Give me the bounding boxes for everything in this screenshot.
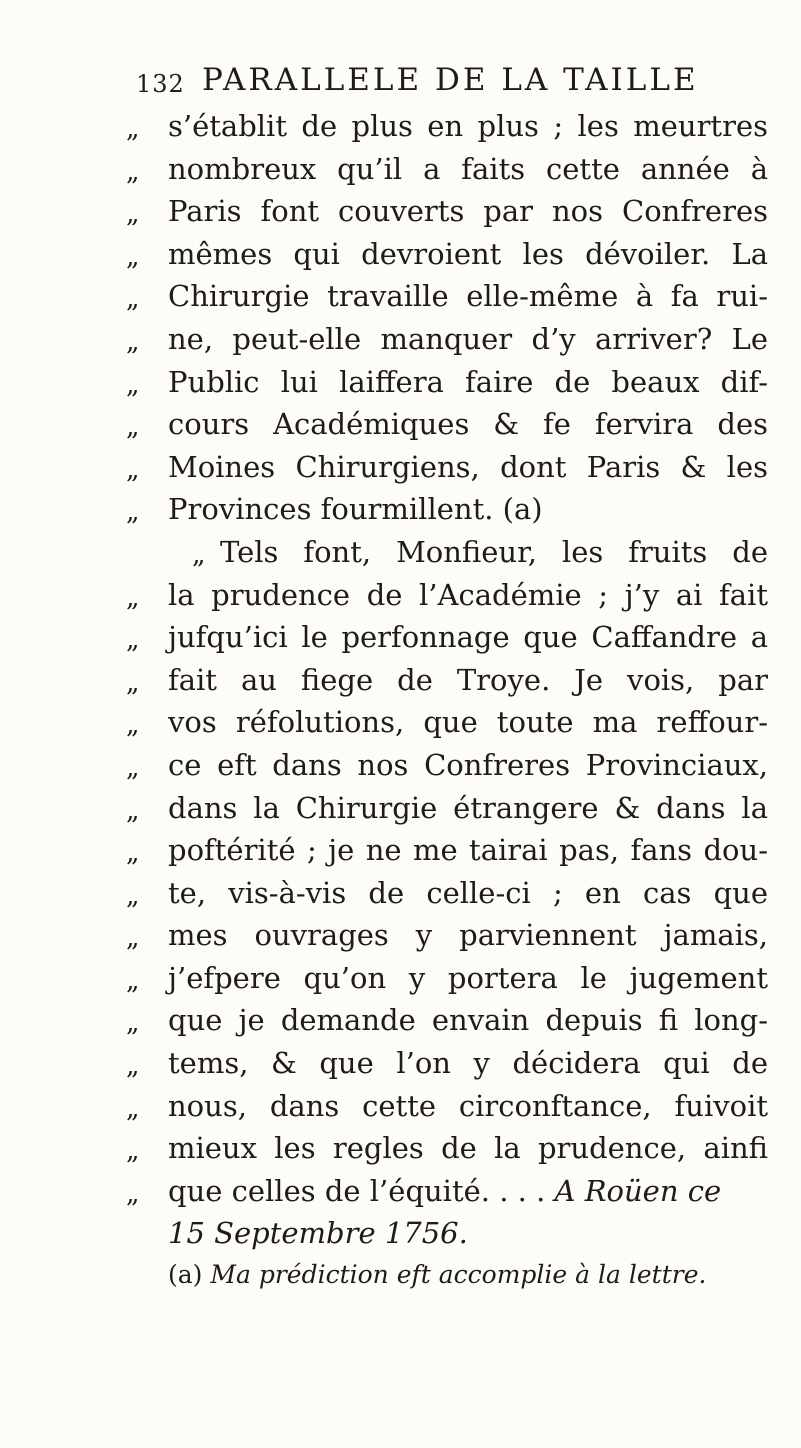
line-text: Paris font couverts par nos Confreres [168, 194, 768, 229]
text-line [0, 745, 801, 788]
quote-mark: „ [126, 326, 140, 357]
quote-mark: „ [126, 923, 140, 954]
text-line [0, 1171, 801, 1214]
line-text: nombreux qu’il a faits cette année à [168, 151, 768, 186]
quote-mark: „ [126, 1051, 140, 1082]
quote-mark: „ [126, 710, 140, 741]
quote-mark: „ [126, 1093, 140, 1124]
body-text [0, 106, 801, 1293]
footnote-marker: (a) [168, 1260, 203, 1290]
line-text: s’établit de plus en plus ; les meurtres [168, 109, 768, 143]
line-text: mes ouvrages y parviennent jamais, [168, 918, 768, 953]
quote-mark: „ [126, 1178, 140, 1209]
quote-mark: „ [126, 454, 140, 485]
text-line [0, 575, 801, 618]
text-line [0, 958, 801, 1001]
line-text: dans la Chirurgie étrangere & dans la [168, 790, 768, 825]
quote-mark: „ [126, 284, 140, 315]
quote-mark: „ [126, 880, 140, 911]
line-text: te, vis-à-vis de celle-ci ; en cas que [168, 875, 768, 910]
quote-mark: „ [126, 582, 140, 613]
closing-date: 15 Septembre 1756. [168, 1216, 468, 1251]
line-text: fait au fiege de Troye. Je vois, par [168, 662, 768, 697]
page-number: 132 [136, 70, 185, 98]
text-line [0, 660, 801, 703]
line-text: mieux les regles de la prudence, ainfi [168, 1131, 768, 1166]
quote-mark: „ [126, 241, 140, 272]
quote-mark: „ [126, 114, 140, 144]
line-text: vos réfolutions, que toute ma reffour- [168, 705, 768, 740]
text-line [0, 830, 801, 873]
text-line [0, 1043, 801, 1086]
text-line [0, 191, 801, 234]
quote-mark: „ [126, 369, 140, 400]
line-text: mêmes qui devroient les dévoiler. La [168, 236, 768, 271]
text-line [0, 319, 801, 362]
text-line [0, 489, 801, 532]
quote-mark: „ [126, 752, 140, 783]
quote-mark: „ [126, 199, 140, 230]
line-text: Chirurgie travaille elle-même à fa rui- [168, 279, 768, 314]
quote-mark: „ [126, 795, 140, 826]
line-text: nous, dans cette circonftance, fuivoit [168, 1088, 768, 1123]
text-line [0, 447, 801, 490]
quote-mark: „ [126, 965, 140, 996]
text-line [0, 532, 801, 575]
line-text: tems, & que l’on y décidera qui de [168, 1046, 768, 1081]
quote-mark: „ [126, 625, 140, 656]
quote-mark: „ [126, 838, 140, 869]
line-text: Tels font, Monfieur, les fruits de [220, 534, 768, 569]
quote-mark: „ [126, 412, 140, 443]
line-text: jufqu’ici le perfonnage que Caffandre a [168, 620, 768, 655]
quote-mark: „ [126, 1136, 140, 1167]
text-line [0, 149, 801, 192]
text-line [0, 404, 801, 447]
quote-mark: „ [126, 1008, 140, 1039]
closing-place: A Roüen ce [554, 1173, 722, 1208]
line-text [168, 1173, 768, 1209]
footnote-body: Ma prédiction eft accomplie à la lettre. [210, 1260, 707, 1290]
text-line [0, 617, 801, 660]
line-text: j’efpere qu’on y portera le jugement [168, 960, 768, 995]
line-text: ce eft dans nos Confreres Provinciaux, [168, 747, 768, 782]
line-text: que je demande envain depuis fi long- [168, 1003, 768, 1038]
text-line [0, 362, 801, 405]
line-text: Provinces fourmillent. (a) [168, 492, 543, 527]
quote-mark: „ [126, 667, 140, 698]
text-line [0, 106, 801, 149]
text-line [0, 1086, 801, 1129]
line-text: Public lui laiffera faire de beaux dif- [168, 364, 768, 399]
line-text: la prudence de l’Académie ; j’y ai fait [168, 577, 768, 612]
closing-date-line [0, 1213, 801, 1253]
text-line [0, 873, 801, 916]
text-line [0, 234, 801, 277]
line-text: Moines Chirurgiens, dont Paris & les [168, 449, 768, 484]
text-line [0, 1000, 801, 1043]
quote-mark: „ [126, 497, 140, 528]
line-text: poftérité ; je ne me tairai pas, fans dou- [168, 833, 768, 868]
footnote [0, 1253, 801, 1293]
running-title: PARALLELE DE LA TAILLE [202, 62, 699, 98]
footnote-text [168, 1257, 728, 1293]
text-line [0, 788, 801, 831]
quote-mark: „ [126, 156, 140, 187]
text-line [0, 1128, 801, 1171]
quote-mark: „ [192, 539, 206, 570]
text-line [0, 915, 801, 958]
page-header [136, 56, 716, 100]
line-text: cours Académiques & fe fervira des [168, 407, 768, 442]
text-line [0, 702, 801, 745]
line-text-main: que celles de l’équité. . . . [168, 1173, 546, 1208]
line-text: ne, peut-elle manquer d’y arriver? Le [168, 321, 768, 356]
text-line [0, 276, 801, 319]
